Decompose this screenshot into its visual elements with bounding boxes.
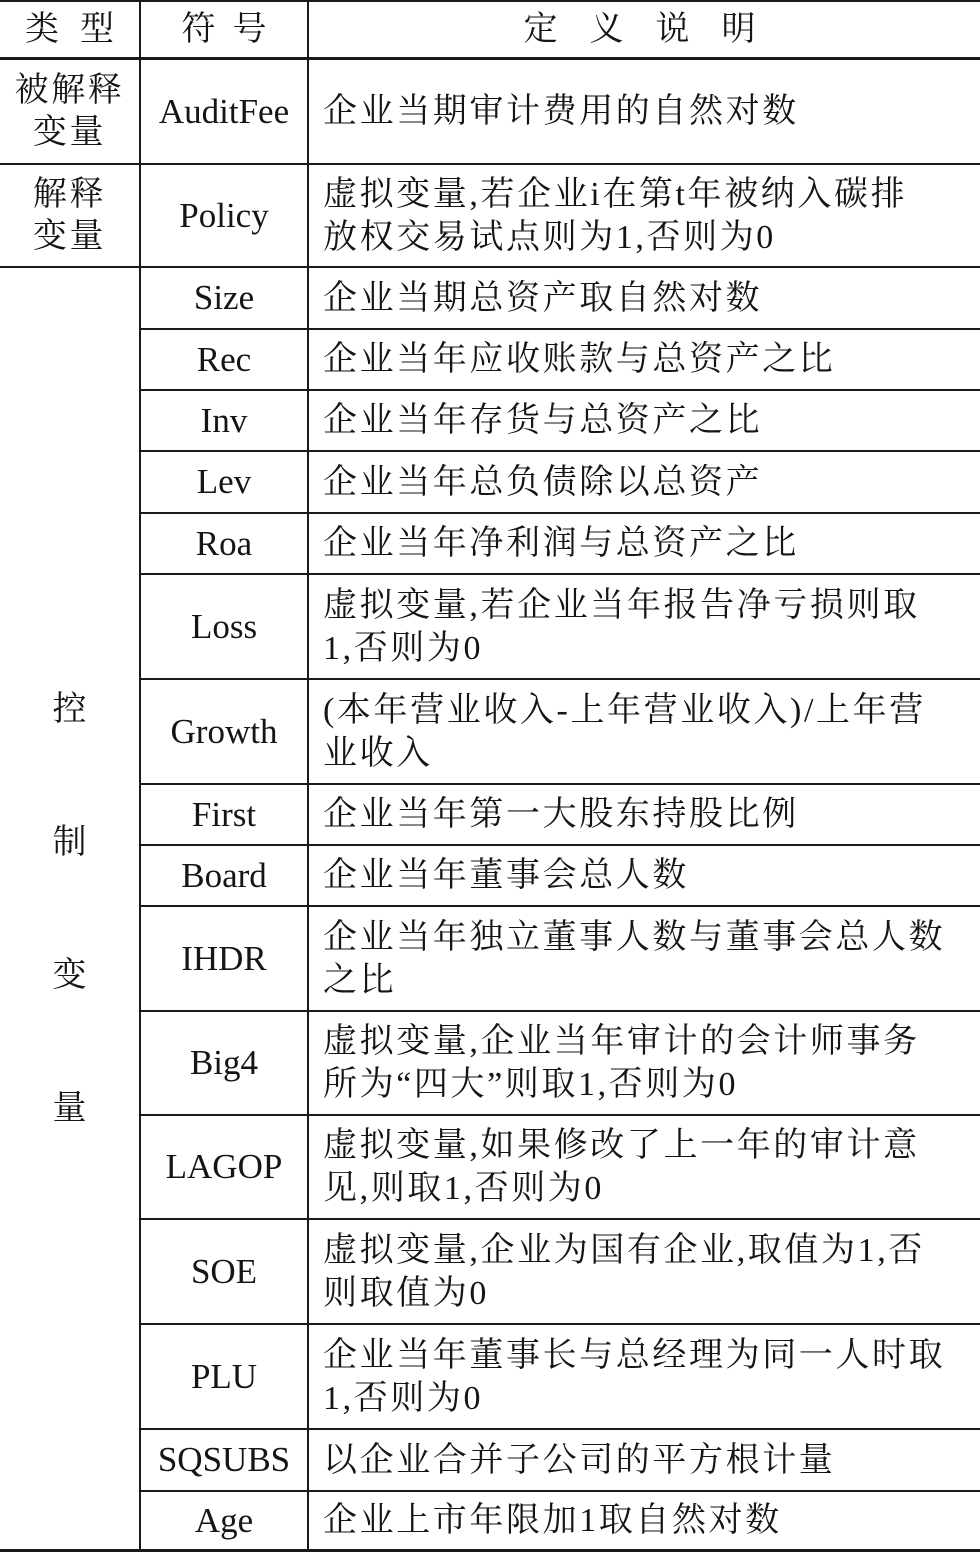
symbol-cell	[141, 575, 309, 680]
header-definition-label: 定义说明	[523, 10, 788, 48]
definition-cell	[309, 391, 980, 452]
type-cell	[0, 60, 141, 165]
header-type-label: 类型	[25, 10, 135, 48]
symbol-label: First	[191, 794, 257, 834]
symbol-cell	[141, 680, 309, 785]
symbol-label: Lev	[196, 462, 252, 501]
definition-text: 以企业合并子公司的平方根计量	[323, 1441, 836, 1479]
symbol-cell	[141, 785, 309, 846]
definition-text: 企业当年董事会总人数	[323, 857, 689, 894]
definition-cell	[309, 575, 980, 680]
symbol-label: LAGOP	[165, 1147, 283, 1186]
definition-cell	[309, 165, 980, 268]
definition-text: 企业当年董事长与总经理为同一人时取 1,否则为0	[323, 1336, 946, 1417]
symbol-label: Size	[193, 278, 255, 317]
type-label: 被解释 变量	[14, 71, 125, 151]
header-type-cell	[0, 0, 141, 60]
symbol-label: Big4	[189, 1043, 259, 1082]
symbol-label: SOE	[190, 1251, 258, 1291]
definition-text: 企业当期审计费用的自然对数	[323, 93, 799, 130]
definition-text: 虚拟变量,企业当年审计的会计师事务 所为“四大”则取1,否则为0	[323, 1023, 920, 1103]
definition-text: 企业当年应收账款与总资产之比	[323, 341, 836, 378]
symbol-cell	[141, 907, 309, 1012]
definition-text: 企业当年独立董事人数与董事会总人数 之比	[323, 918, 946, 999]
definition-cell	[309, 907, 980, 1012]
symbol-cell	[141, 452, 309, 514]
definition-text: 企业当年存货与总资产之比	[323, 402, 763, 439]
definition-text: 企业当年净利润与总资产之比	[323, 525, 799, 562]
symbol-cell	[141, 1492, 309, 1552]
definition-cell	[309, 785, 980, 846]
definition-cell	[309, 1220, 980, 1325]
definition-cell	[309, 268, 980, 330]
definition-cell	[309, 1430, 980, 1492]
symbol-label: Roa	[195, 523, 253, 563]
definition-text: 企业当年总负债除以总资产	[323, 463, 763, 501]
symbol-cell	[141, 1325, 309, 1430]
definition-text: 企业当期总资产取自然对数	[323, 279, 763, 317]
symbol-label: SQSUBS	[157, 1440, 291, 1479]
symbol-label: Inv	[200, 400, 248, 440]
definition-text: 企业当年第一大股东持股比例	[323, 796, 799, 833]
type-label: 解释 变量	[32, 175, 107, 255]
definition-text: (本年营业收入-上年营业收入)/上年营 业收入	[323, 691, 926, 772]
definition-cell	[309, 452, 980, 514]
symbol-cell	[141, 1012, 309, 1116]
symbol-label: Rec	[196, 339, 252, 379]
symbol-label: PLU	[190, 1356, 258, 1396]
symbol-cell	[141, 165, 309, 268]
symbol-label: Policy	[179, 195, 269, 235]
definition-cell	[309, 846, 980, 907]
definition-cell	[309, 514, 980, 575]
definition-cell	[309, 330, 980, 391]
symbol-cell	[141, 268, 309, 330]
symbol-cell	[141, 60, 309, 165]
header-symbol-cell	[141, 0, 309, 60]
symbol-cell	[141, 514, 309, 575]
definition-cell	[309, 1325, 980, 1430]
symbol-label: Age	[194, 1500, 254, 1540]
definition-cell	[309, 1492, 980, 1552]
control-variables-type-cell	[0, 268, 141, 1552]
symbol-label: IHDR	[181, 938, 267, 978]
definition-text: 虚拟变量,若企业i在第t年被纳入碳排 放权交易试点则为1,否则为0	[323, 175, 908, 256]
definition-text: 虚拟变量,如果修改了上一年的审计意 见,则取1,否则为0	[323, 1127, 920, 1207]
definition-text: 虚拟变量,若企业当年报告净亏损则取 1,否则为0	[323, 586, 920, 667]
definition-cell	[309, 60, 980, 165]
symbol-label: Board	[181, 855, 267, 895]
symbol-cell	[141, 1220, 309, 1325]
symbol-label: Growth	[170, 711, 278, 751]
symbol-label: Loss	[190, 606, 258, 646]
symbol-cell	[141, 391, 309, 452]
control-variables-label: 控制变量	[52, 690, 87, 1127]
symbol-cell	[141, 846, 309, 907]
symbol-label: AuditFee	[158, 91, 290, 131]
symbol-cell	[141, 1116, 309, 1220]
symbol-cell	[141, 330, 309, 391]
definition-cell	[309, 1116, 980, 1220]
definition-cell	[309, 1012, 980, 1116]
header-symbol-label: 符号	[181, 10, 284, 48]
definition-cell	[309, 680, 980, 785]
header-definition-cell	[309, 0, 980, 60]
definition-text: 企业上市年限加1取自然对数	[323, 1502, 782, 1539]
type-cell	[0, 165, 141, 268]
symbol-cell	[141, 1430, 309, 1492]
definition-text: 虚拟变量,企业为国有企业,取值为1,否 则取值为0	[323, 1231, 925, 1312]
